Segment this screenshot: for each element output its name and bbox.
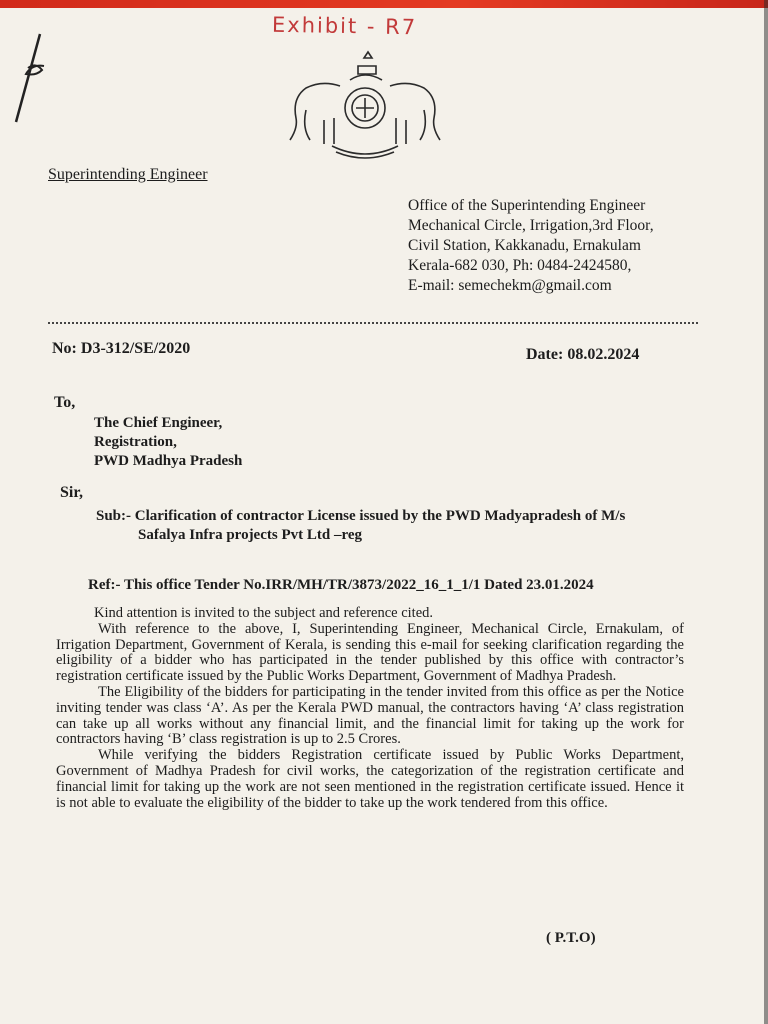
recipient-address <box>94 414 242 471</box>
subject-line: Safalya Infra projects Pvt Ltd –reg <box>138 527 363 543</box>
pen-scribble-icon <box>10 28 50 128</box>
letter-number: No: D3-312/SE/2020 <box>52 340 191 357</box>
body-paragraph: While verifying the bidders Registration certificate issued by Public Works Department, Government of Madhya Pradesh for civil works, the categorization of the registration certificate and financial limit for taking up the work are not seen mentioned in the registration certificate issued. Hence it is not able to evaluate the eligibility of the bidder to take up the work tendered from this office. <box>56 747 684 811</box>
letter-date: Date: 08.02.2024 <box>526 346 640 363</box>
office-line: Kerala-682 030, Ph: 0484-2424580, <box>408 257 632 274</box>
body-paragraph: With reference to the above, I, Superintending Engineer, Mechanical Circle, Ernakulam, of Irrigation Department, Government of Kerala, is sending this e-mail for seeking clarification regarding the eligibility of a bidder who has participated in the tender published by this office with contractor’s registration certificate issued by the Public Works Department, Government of Madhya Pradesh. <box>56 620 684 685</box>
recipient-line: The Chief Engineer, <box>94 415 223 431</box>
subject-line: Sub:- Clarification of contractor License issued by the PWD Madyapradesh of M/s <box>96 508 626 524</box>
dotted-divider <box>48 322 698 324</box>
office-line: Civil Station, Kakkanadu, Ernakulam <box>408 237 641 254</box>
office-line: Office of the Superintending Engineer <box>408 197 646 214</box>
office-address-block <box>408 196 654 296</box>
exhibit-handwritten-mark: Exhibit - R7 <box>271 12 418 40</box>
recipient-line: PWD Madhya Pradesh <box>94 453 243 469</box>
reference-line: Ref:- This office Tender No.IRR/MH/TR/3873/2022_16_1_1/1 Dated 23.01.2024 <box>88 577 594 593</box>
office-email: E-mail: semechekm@gmail.com <box>408 277 612 294</box>
sender-designation: Superintending Engineer <box>48 166 208 183</box>
to-label: To, <box>54 394 76 411</box>
letter-body <box>56 606 684 811</box>
body-paragraph: Kind attention is invited to the subject and reference cited. <box>94 605 434 621</box>
salutation: Sir, <box>60 484 83 501</box>
red-top-edge <box>0 0 768 8</box>
office-line: Mechanical Circle, Irrigation,3rd Floor, <box>408 217 654 234</box>
kerala-emblem-icon <box>280 50 450 165</box>
recipient-line: Registration, <box>94 434 177 450</box>
scan-edge-shadow <box>764 0 768 1024</box>
pto-marker: ( P.T.O) <box>546 930 596 946</box>
body-paragraph: The Eligibility of the bidders for participating in the tender invited from this office as per the Notice inviting tender was class ‘A’. As per the Kerala PWD manual, the contractors having ‘A’ class registration can take up all works without any financial limit, and the financial limit for taking up the work for contractors having ‘B’ class registration is up to 2.5 Crores. <box>56 683 684 748</box>
subject-block <box>96 507 625 545</box>
